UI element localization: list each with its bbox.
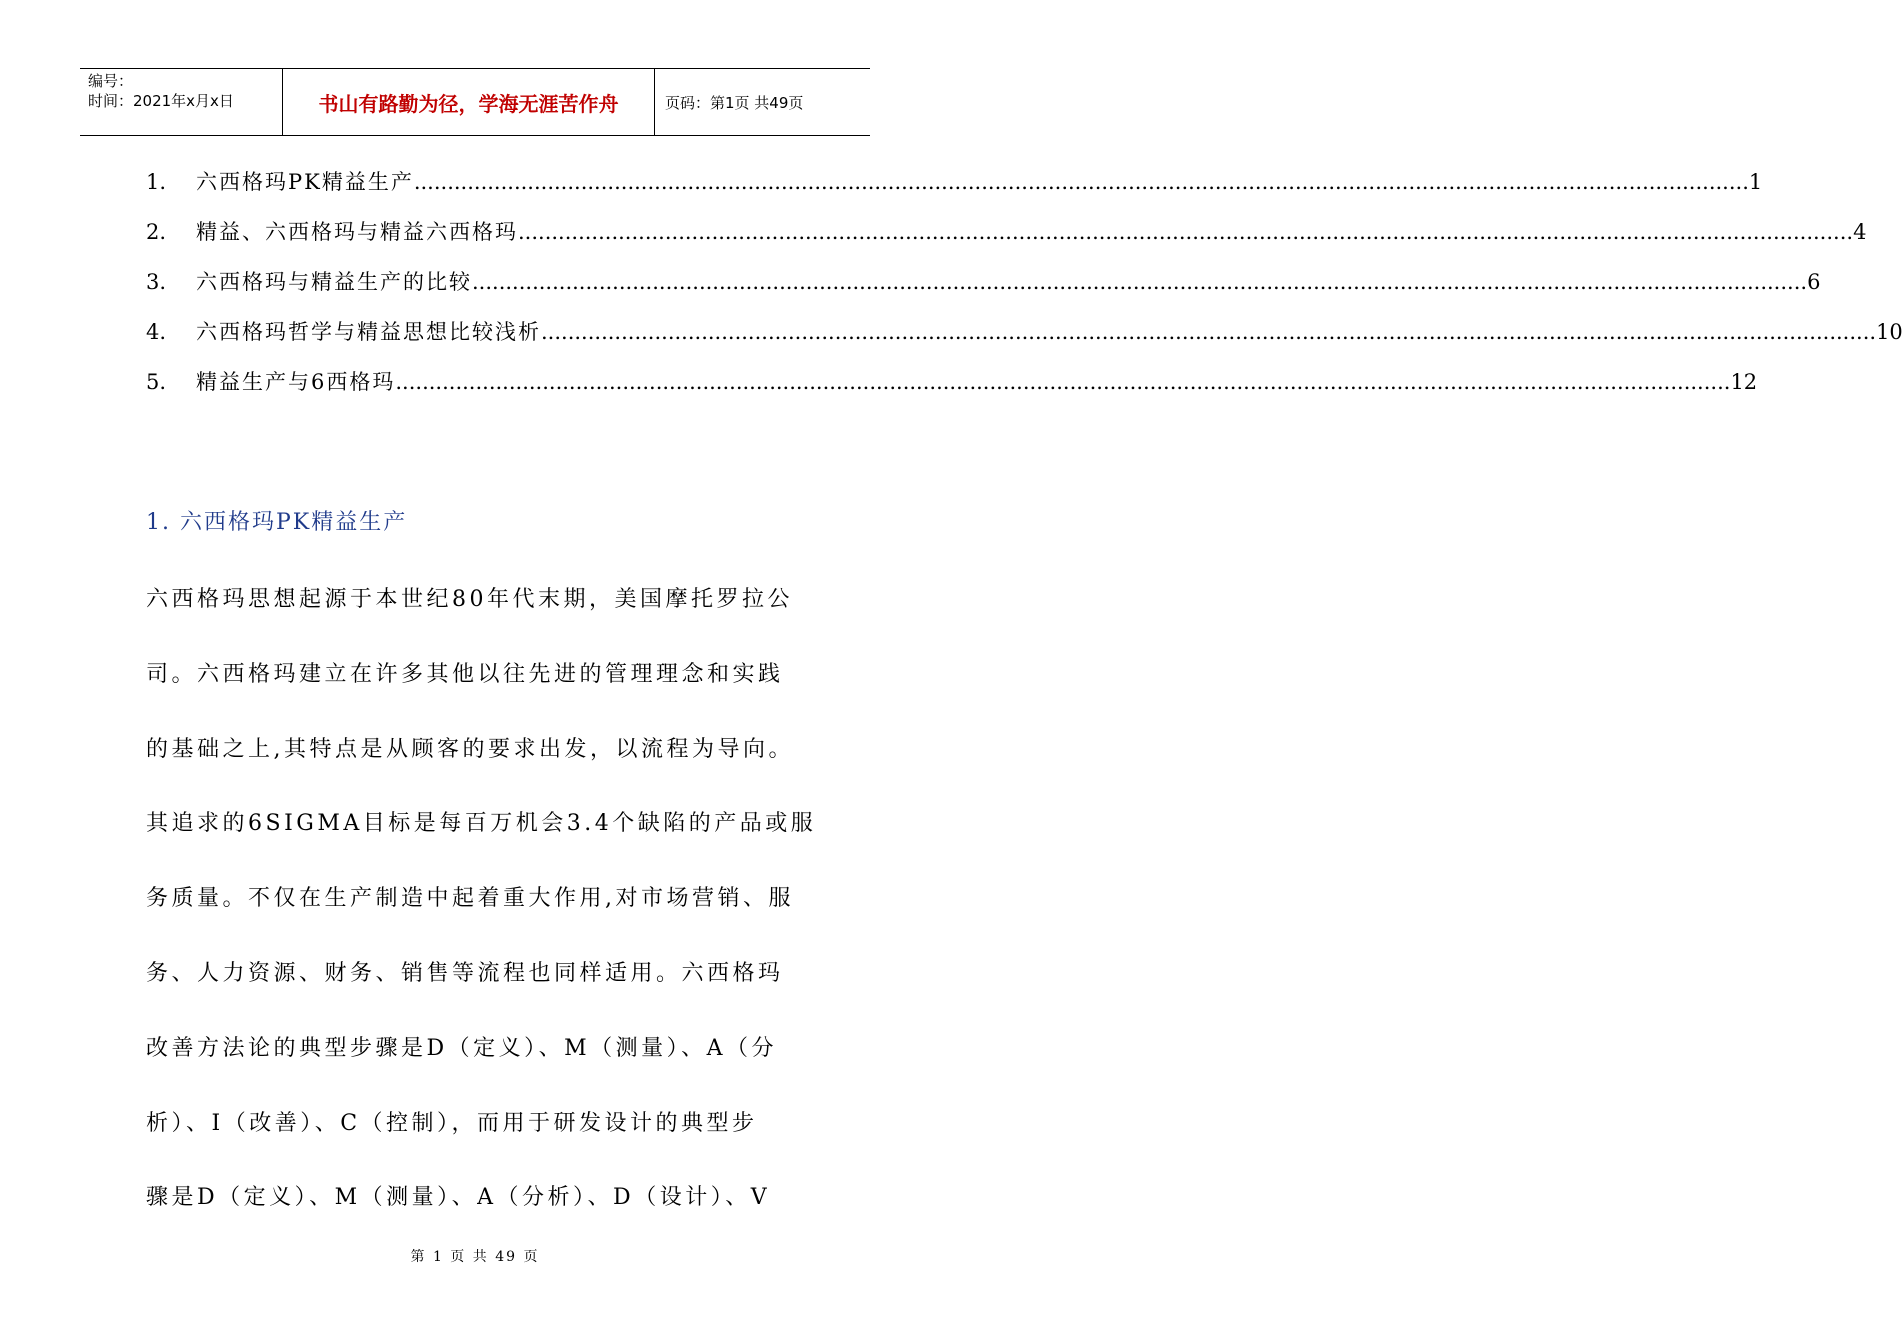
toc-entry-number: 4. bbox=[146, 320, 167, 344]
page-footer: 第 1 页 共 49 页 bbox=[410, 1249, 540, 1265]
toc-entry[interactable] bbox=[146, 266, 1821, 316]
toc-entry-number: 1. bbox=[146, 170, 167, 194]
date-label: 时间：2021年x月x日 bbox=[88, 92, 234, 110]
toc-leader-dots: ........................................................................................................................................................................................................ bbox=[472, 270, 1808, 294]
header-meta bbox=[80, 69, 283, 135]
toc-entry[interactable] bbox=[146, 216, 1867, 266]
toc-leader-dots: ........................................................................................................................................................................................................ bbox=[413, 170, 1749, 194]
body-text bbox=[146, 582, 817, 1255]
toc-entry-title: 精益生产与6西格玛 bbox=[196, 370, 396, 394]
toc-entry-number: 2. bbox=[146, 220, 167, 244]
toc-entry-title: 六西格玛哲学与精益思想比较浅析 bbox=[196, 320, 541, 344]
body-line: 务、人力资源、财务、销售等流程也同样适用。六西格玛 bbox=[146, 960, 784, 986]
toc-entry-number: 5. bbox=[146, 370, 167, 394]
section-heading: 1. 六西格玛PK精益生产 bbox=[146, 510, 408, 535]
number-label: 编号： bbox=[88, 72, 134, 90]
toc-leader-dots: ........................................................................................................................................................................................................ bbox=[395, 370, 1731, 394]
body-line: 司。六西格玛建立在许多其他以往先进的管理理念和实践 bbox=[146, 661, 784, 687]
table-of-contents bbox=[146, 166, 1903, 416]
toc-leader-dots: ........................................................................................................................................................................................................ bbox=[518, 220, 1854, 244]
toc-entry[interactable] bbox=[146, 166, 1763, 216]
toc-entry-title: 精益、六西格玛与精益六西格玛 bbox=[196, 220, 518, 244]
toc-entry[interactable] bbox=[146, 316, 1903, 366]
body-line: 的基础之上,其特点是从顾客的要求出发，以流程为导向。 bbox=[146, 736, 794, 762]
toc-entry[interactable] bbox=[146, 366, 1758, 416]
toc-leader-dots: ........................................................................................................................................................................................................ bbox=[541, 320, 1877, 344]
body-line: 其追求的6SIGMA目标是每百万机会3.4个缺陷的产品或服 bbox=[146, 811, 817, 837]
body-line: 务质量。不仅在生产制造中起着重大作用,对市场营销、服 bbox=[146, 886, 794, 912]
page-header bbox=[80, 68, 870, 136]
toc-entry-title: 六西格玛PK精益生产 bbox=[196, 170, 414, 194]
body-line: 六西格玛思想起源于本世纪80年代末期，美国摩托罗拉公 bbox=[146, 587, 793, 612]
toc-entry-page: 10 bbox=[1876, 320, 1903, 344]
header-page-info: 页码：第1页 共49页 bbox=[665, 93, 804, 112]
body-line: 改善方法论的典型步骤是D（定义）、M（测量）、A（分 bbox=[146, 1035, 778, 1061]
toc-entry-page: 4 bbox=[1853, 220, 1867, 244]
toc-entry-page: 1 bbox=[1748, 170, 1763, 194]
toc-entry-title: 六西格玛与精益生产的比较 bbox=[196, 270, 472, 294]
header-motto: 书山有路勤为径，学海无涯苦作舟 bbox=[283, 69, 655, 135]
body-line: 骤是D（定义）、M（测量）、A（分析）、D（设计）、V bbox=[146, 1185, 771, 1211]
body-line: 析）、I（改善）、C（控制），而用于研发设计的典型步 bbox=[146, 1110, 758, 1136]
toc-entry-page: 6 bbox=[1807, 270, 1821, 294]
toc-entry-number: 3. bbox=[146, 270, 167, 294]
toc-entry-page: 12 bbox=[1730, 370, 1758, 394]
